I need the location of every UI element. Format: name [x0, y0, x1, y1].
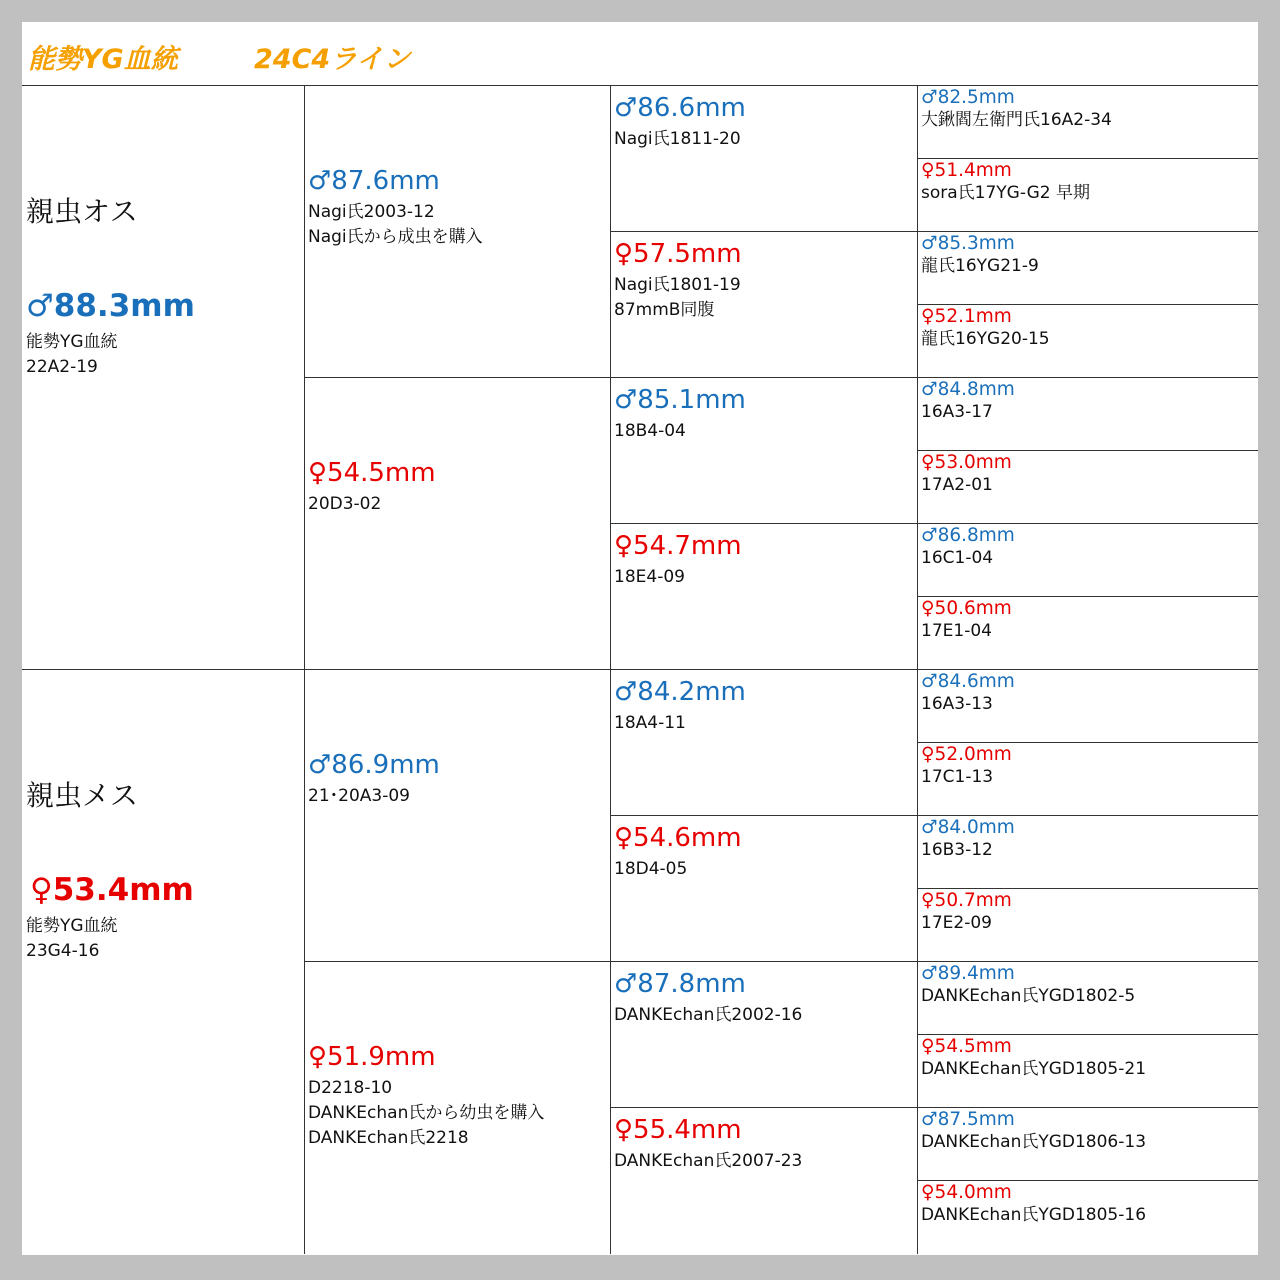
line-title: 24C4ライン [254, 44, 411, 75]
gen4-size: ♂87.5mm [921, 1109, 1015, 1130]
gen3-notes [614, 1003, 914, 1028]
gen2-note: Nagi氏2003-12 [308, 202, 435, 222]
gen3-note: 18D4-05 [614, 859, 688, 879]
gen4-note: 16A3-13 [921, 694, 993, 714]
gen3-size: ♂87.8mm [614, 969, 746, 999]
gen2-notes [308, 784, 607, 809]
gen3-cell-female [610, 524, 917, 670]
gen4-note: 17E2-09 [921, 913, 992, 933]
gen4-size: ♂84.0mm [921, 817, 1015, 838]
gen4-cell-male [917, 816, 1258, 889]
parent-size: ♀53.4mm [30, 872, 194, 908]
gen4-note: 17C1-13 [921, 767, 994, 787]
gen3-note: 87mmB同腹 [614, 300, 715, 320]
gen3-note: 18B4-04 [614, 421, 686, 441]
gen4-size: ♂82.5mm [921, 87, 1015, 108]
gen4-size: ♀53.0mm [921, 452, 1012, 473]
gen3-note: DANKEchan氏2002-16 [614, 1005, 803, 1025]
title-bar [22, 22, 1258, 86]
parent-notes [26, 914, 300, 964]
gen4-size: ♂85.3mm [921, 233, 1015, 254]
gen4-cell-female [917, 1035, 1258, 1108]
gen4-size: ♀54.5mm [921, 1036, 1012, 1057]
gen4-note: 大鍬閻左衛門氏16A2-34 [921, 110, 1112, 130]
gen3-cell-male [610, 86, 917, 232]
gen3-notes [614, 273, 914, 323]
gen2-size: ♀51.9mm [308, 1042, 436, 1072]
gen4-cell-female [917, 889, 1258, 962]
gen3-note: 18E4-09 [614, 567, 685, 587]
gen2-cell-female [304, 962, 610, 1254]
gen3-notes [614, 711, 914, 736]
parent-cell-female [22, 670, 304, 1254]
gen2-note: D2218-10 [308, 1078, 393, 1098]
gen3-size: ♀54.7mm [614, 531, 742, 561]
bloodline-title: 能勢YG血統 [28, 44, 178, 75]
gen4-note: 16A3-17 [921, 402, 993, 422]
gen2-notes [308, 200, 607, 250]
parent-note: 能勢YG血統 [26, 916, 118, 936]
gen2-note: DANKEchan氏から幼虫を購入 [308, 1103, 545, 1123]
parent-note: 22A2-19 [26, 357, 98, 377]
gen4-note: DANKEchan氏YGD1806-13 [921, 1132, 1147, 1152]
gen4-cell-female [917, 451, 1258, 524]
parent-label: 親虫オス [26, 195, 138, 228]
gen4-note: 16C1-04 [921, 548, 994, 568]
gen3-size: ♀55.4mm [614, 1115, 742, 1145]
gen3-notes [614, 1149, 914, 1174]
gen2-notes [308, 1076, 607, 1151]
gen2-size: ♂86.9mm [308, 750, 440, 780]
gen4-cell-male [917, 232, 1258, 305]
gen2-note: Nagi氏から成虫を購入 [308, 227, 483, 247]
parent-label: 親虫メス [26, 779, 139, 812]
gen3-notes [614, 127, 914, 152]
gen4-size: ♂89.4mm [921, 963, 1015, 984]
gen2-notes [308, 492, 607, 517]
gen4-size: ♀50.7mm [921, 890, 1012, 911]
gen2-note: DANKEchan氏2218 [308, 1128, 469, 1148]
gen2-cell-male [304, 86, 610, 378]
gen3-size: ♂86.6mm [614, 93, 746, 123]
gen3-size: ♂84.2mm [614, 677, 746, 707]
gen3-note: Nagi氏1811-20 [614, 129, 741, 149]
gen3-cell-female [610, 1108, 917, 1254]
gen3-cell-female [610, 816, 917, 962]
gen4-size: ♀52.1mm [921, 306, 1012, 327]
gen3-cell-male [610, 378, 917, 524]
parent-note: 23G4-16 [26, 941, 100, 961]
gen4-note: sora氏17YG-G2 早期 [921, 183, 1091, 203]
gen4-note: 龍氏16YG20-15 [921, 329, 1050, 349]
gen4-size: ♂84.8mm [921, 379, 1015, 400]
parent-note: 能勢YG血統 [26, 332, 118, 352]
gen4-size: ♀51.4mm [921, 160, 1012, 181]
gen4-size: ♀54.0mm [921, 1182, 1012, 1203]
gen3-notes [614, 857, 914, 882]
gen3-cell-male [610, 962, 917, 1108]
parent-cell-male [22, 86, 304, 670]
parent-size: ♂88.3mm [26, 288, 195, 324]
gen4-note: DANKEchan氏YGD1802-5 [921, 986, 1136, 1006]
gen4-cell-male [917, 86, 1258, 159]
gen4-cell-male [917, 524, 1258, 597]
gen4-cell-female [917, 305, 1258, 378]
gen3-size: ♂85.1mm [614, 385, 746, 415]
gen4-cell-female [917, 159, 1258, 232]
gen4-note: DANKEchan氏YGD1805-16 [921, 1205, 1147, 1225]
gen4-size: ♂86.8mm [921, 525, 1015, 546]
gen2-cell-male [304, 670, 610, 962]
gen4-note: 17A2-01 [921, 475, 993, 495]
gen4-cell-female [917, 1181, 1258, 1254]
gen3-size: ♀54.6mm [614, 823, 742, 853]
gen4-cell-female [917, 743, 1258, 816]
gen4-cell-female [917, 597, 1258, 670]
gen2-cell-female [304, 378, 610, 670]
gen4-cell-male [917, 962, 1258, 1035]
gen4-note: 龍氏16YG21-9 [921, 256, 1039, 276]
gen3-cell-male [610, 670, 917, 816]
gen2-note: 21･20A3-09 [308, 786, 410, 806]
gen4-cell-male [917, 670, 1258, 743]
gen4-note: 16B3-12 [921, 840, 993, 860]
pedigree-sheet [22, 22, 1258, 1255]
parent-notes [26, 330, 300, 380]
gen3-notes [614, 419, 914, 444]
gen2-note: 20D3-02 [308, 494, 382, 514]
gen3-note: Nagi氏1801-19 [614, 275, 741, 295]
gen3-note: 18A4-11 [614, 713, 686, 733]
gen4-size: ♀50.6mm [921, 598, 1012, 619]
gen3-note: DANKEchan氏2007-23 [614, 1151, 803, 1171]
gen3-cell-female [610, 232, 917, 378]
gen4-note: 17E1-04 [921, 621, 992, 641]
gen4-size: ♂84.6mm [921, 671, 1015, 692]
gen4-size: ♀52.0mm [921, 744, 1012, 765]
gen2-size: ♀54.5mm [308, 458, 436, 488]
gen2-size: ♂87.6mm [308, 166, 440, 196]
gen4-cell-male [917, 1108, 1258, 1181]
gen3-size: ♀57.5mm [614, 239, 742, 269]
gen3-notes [614, 565, 914, 590]
gen4-cell-male [917, 378, 1258, 451]
gen4-note: DANKEchan氏YGD1805-21 [921, 1059, 1147, 1079]
